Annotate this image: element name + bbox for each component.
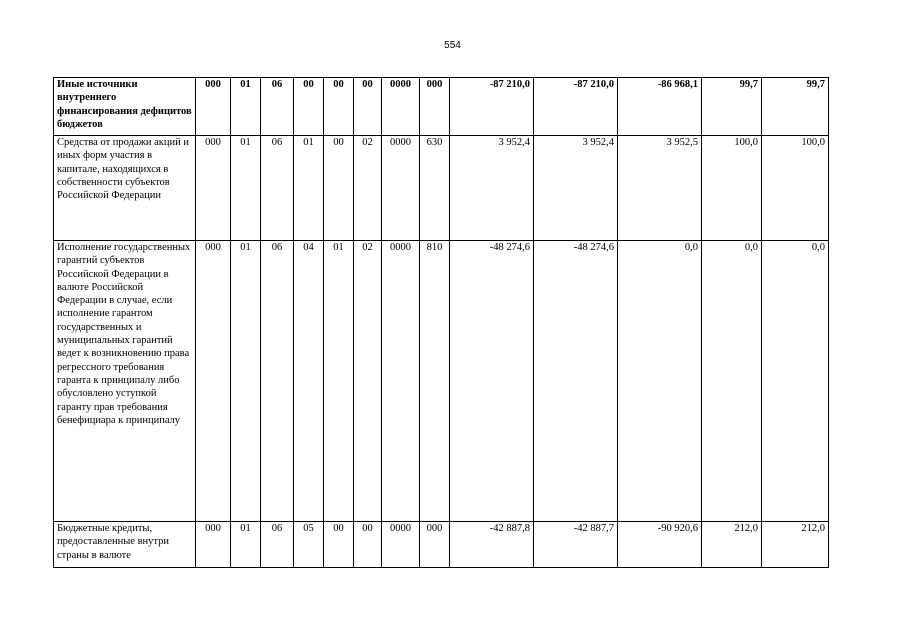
code-subarticle: 01	[324, 241, 354, 522]
percent-refined: 212,0	[762, 522, 829, 568]
code-article: 04	[294, 241, 324, 522]
code-group: 01	[231, 78, 261, 136]
code-subgroup: 06	[261, 78, 294, 136]
value-executed: -90 920,6	[618, 522, 702, 568]
value-approved: -87 210,0	[450, 78, 534, 136]
value-executed: 3 952,5	[618, 136, 702, 241]
code-subarticle: 00	[324, 78, 354, 136]
value-approved: -48 274,6	[450, 241, 534, 522]
percent-approved: 99,7	[702, 78, 762, 136]
code-program: 0000	[382, 522, 420, 568]
value-executed: -86 968,1	[618, 78, 702, 136]
code-article: 05	[294, 522, 324, 568]
percent-refined: 100,0	[762, 136, 829, 241]
code-element: 02	[354, 136, 382, 241]
code-subarticle: 00	[324, 136, 354, 241]
row-name: Иные источники внутреннего финансирования дефицитов бюджетов	[54, 78, 196, 136]
percent-approved: 100,0	[702, 136, 762, 241]
page-number: 554	[444, 40, 461, 51]
percent-refined: 0,0	[762, 241, 829, 522]
code-element: 02	[354, 241, 382, 522]
row-name: Бюджетные кредиты, предоставленные внутри страны в валюте	[54, 522, 196, 568]
value-refined: 3 952,4	[534, 136, 618, 241]
code-subarticle: 00	[324, 522, 354, 568]
percent-approved: 0,0	[702, 241, 762, 522]
code-admin: 000	[196, 78, 231, 136]
code-subgroup: 06	[261, 241, 294, 522]
code-group: 01	[231, 136, 261, 241]
code-admin: 000	[196, 522, 231, 568]
budget-sources-table	[53, 77, 829, 568]
code-admin: 000	[196, 136, 231, 241]
code-article: 00	[294, 78, 324, 136]
code-article: 01	[294, 136, 324, 241]
table-row	[54, 522, 829, 568]
code-group: 01	[231, 241, 261, 522]
percent-approved: 212,0	[702, 522, 762, 568]
table-row	[54, 136, 829, 241]
code-program: 0000	[382, 241, 420, 522]
value-refined: -42 887,7	[534, 522, 618, 568]
value-refined: -48 274,6	[534, 241, 618, 522]
row-name: Исполнение государственных гарантий субъектов Российской Федерации в валюте Российской Федерации в случае, если исполнение гарантом государственных и муниципальных гарантий ведет к возникновению права регрессного требования гаранта к принципалу либо обусловлено уступкой гаранту прав требования бенефициара к принципалу	[54, 241, 196, 522]
code-operation: 000	[420, 78, 450, 136]
code-operation: 630	[420, 136, 450, 241]
value-approved: -42 887,8	[450, 522, 534, 568]
table-row	[54, 78, 829, 136]
value-executed: 0,0	[618, 241, 702, 522]
table-row	[54, 241, 829, 522]
row-name: Средства от продажи акций и иных форм участия в капитале, находящихся в собственности субъектов Российской Федерации	[54, 136, 196, 241]
value-approved: 3 952,4	[450, 136, 534, 241]
code-group: 01	[231, 522, 261, 568]
code-subgroup: 06	[261, 136, 294, 241]
code-operation: 000	[420, 522, 450, 568]
code-program: 0000	[382, 78, 420, 136]
code-element: 00	[354, 522, 382, 568]
code-element: 00	[354, 78, 382, 136]
code-admin: 000	[196, 241, 231, 522]
percent-refined: 99,7	[762, 78, 829, 136]
code-operation: 810	[420, 241, 450, 522]
value-refined: -87 210,0	[534, 78, 618, 136]
code-subgroup: 06	[261, 522, 294, 568]
code-program: 0000	[382, 136, 420, 241]
